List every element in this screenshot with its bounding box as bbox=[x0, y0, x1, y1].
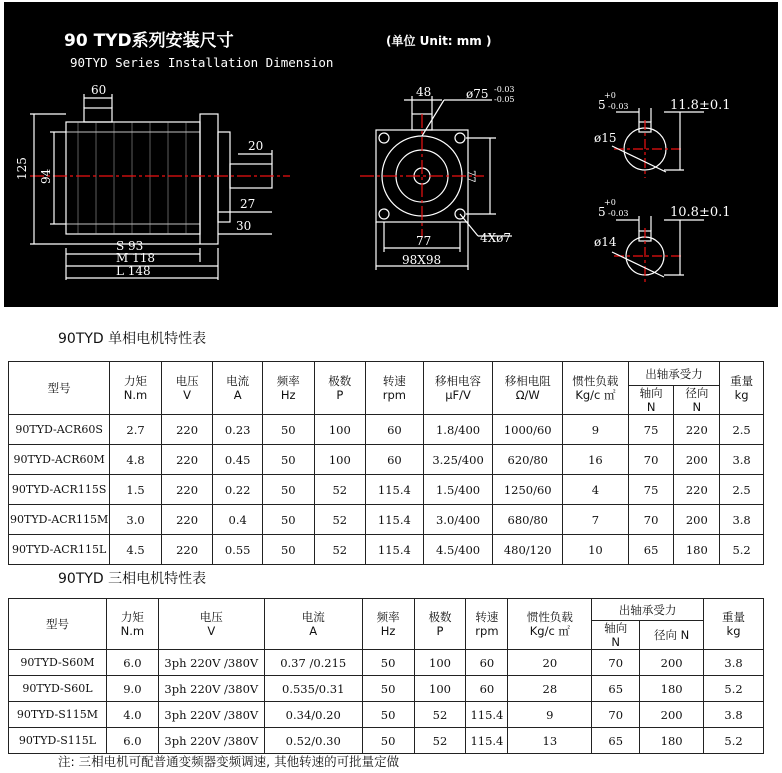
table-cell: 5.2 bbox=[704, 676, 764, 702]
table-header-row bbox=[9, 362, 764, 386]
table-row bbox=[9, 475, 764, 505]
model-cell: 90TYD-ACR115S bbox=[9, 475, 110, 505]
table-cell: 3.8 bbox=[704, 702, 764, 728]
table-cell: 200 bbox=[674, 505, 720, 535]
table-cell: 60 bbox=[366, 415, 424, 445]
table-cell: 6.0 bbox=[106, 650, 158, 676]
table-cell: 115.4 bbox=[366, 535, 424, 565]
header-torque: 力矩 N.m bbox=[106, 599, 158, 650]
dim-27: 27 bbox=[240, 197, 256, 211]
tol-75-bot: -0.05 bbox=[494, 95, 515, 104]
table-cell: 28 bbox=[508, 676, 592, 702]
table-cell: 4.5/400 bbox=[423, 535, 493, 565]
header-poles: 极数 P bbox=[414, 599, 466, 650]
header-model: 型号 bbox=[9, 599, 107, 650]
header-shaft-force: 出轴承受力 bbox=[628, 362, 719, 386]
header-axial: 轴向 N bbox=[592, 621, 640, 650]
table-cell: 0.55 bbox=[213, 535, 263, 565]
header-torque: 力矩 N.m bbox=[110, 362, 162, 415]
table-cell: 220 bbox=[161, 535, 213, 565]
three-phase-table bbox=[8, 598, 764, 754]
table-cell: 2.5 bbox=[720, 475, 764, 505]
table-cell: 60 bbox=[366, 445, 424, 475]
table-cell: 50 bbox=[262, 505, 314, 535]
table-cell: 52 bbox=[414, 728, 466, 754]
table-cell: 200 bbox=[640, 650, 704, 676]
table-row bbox=[9, 535, 764, 565]
table-row bbox=[9, 445, 764, 475]
table-cell: 3.8 bbox=[720, 505, 764, 535]
model-cell: 90TYD-ACR60S bbox=[9, 415, 110, 445]
table-cell: 50 bbox=[362, 702, 414, 728]
table-cell: 100 bbox=[314, 445, 366, 475]
table-cell: 10 bbox=[563, 535, 629, 565]
shaft-section-2 bbox=[612, 216, 704, 284]
table-cell: 3.0 bbox=[110, 505, 162, 535]
table-row bbox=[9, 415, 764, 445]
header-current: 电流 A bbox=[264, 599, 362, 650]
table-cell: 480/120 bbox=[493, 535, 563, 565]
table-cell: 3.0/400 bbox=[423, 505, 493, 535]
table-cell: 50 bbox=[262, 475, 314, 505]
table-cell: 0.52/0.30 bbox=[264, 728, 362, 754]
table-cell: 100 bbox=[414, 650, 466, 676]
table-cell: 0.535/0.31 bbox=[264, 676, 362, 702]
shaft2-tol-bot: -0.03 bbox=[608, 209, 629, 218]
table-cell: 3.8 bbox=[704, 650, 764, 676]
header-voltage: 电压 V bbox=[161, 362, 213, 415]
table-cell: 0.23 bbox=[213, 415, 263, 445]
table-cell: 50 bbox=[362, 728, 414, 754]
table-cell: 115.4 bbox=[366, 475, 424, 505]
table-cell: 220 bbox=[674, 415, 720, 445]
table-cell: 65 bbox=[592, 676, 640, 702]
header-model: 型号 bbox=[9, 362, 110, 415]
model-cell: 90TYD-S60L bbox=[9, 676, 107, 702]
table-cell: 3.25/400 bbox=[423, 445, 493, 475]
header-shaft-force: 出轴承受力 bbox=[592, 599, 704, 621]
header-speed: 转速 rpm bbox=[366, 362, 424, 415]
side-view bbox=[30, 94, 290, 280]
dim-77-horizontal: 77 bbox=[416, 234, 432, 248]
drawing-title-zh: 90 TYD系列安装尺寸 bbox=[64, 31, 234, 51]
table-row bbox=[9, 702, 764, 728]
header-radial: 径向 N bbox=[640, 621, 704, 650]
table-cell: 6.0 bbox=[106, 728, 158, 754]
header-poles: 极数 P bbox=[314, 362, 366, 415]
table-cell: 70 bbox=[628, 505, 674, 535]
header-capacitor: 移相电容 μF/V bbox=[423, 362, 493, 415]
table-cell: 220 bbox=[161, 415, 213, 445]
table-cell: 220 bbox=[161, 475, 213, 505]
single-phase-rows bbox=[9, 415, 764, 565]
model-cell: 90TYD-S60M bbox=[9, 650, 107, 676]
header-weight: 重量 kg bbox=[720, 362, 764, 415]
table-cell: 70 bbox=[592, 650, 640, 676]
dim-l148: L 148 bbox=[116, 264, 151, 278]
table-cell: 115.4 bbox=[366, 505, 424, 535]
table-header-row bbox=[9, 599, 764, 621]
table-cell: 1.5/400 bbox=[423, 475, 493, 505]
table-cell: 50 bbox=[362, 650, 414, 676]
dim-125: 125 bbox=[15, 157, 29, 180]
table-cell: 50 bbox=[262, 535, 314, 565]
three-phase-table-title: 90TYD 三相电机特性表 bbox=[58, 571, 207, 587]
table-cell: 65 bbox=[628, 535, 674, 565]
tol-75-top: -0.03 bbox=[494, 85, 515, 94]
table-cell: 0.34/0.20 bbox=[264, 702, 362, 728]
drawing-title-en: 90TYD Series Installation Dimension bbox=[70, 55, 334, 70]
table-cell: 7 bbox=[563, 505, 629, 535]
table-cell: 9 bbox=[563, 415, 629, 445]
dim-60: 60 bbox=[91, 83, 107, 97]
shaft1-tol-bot: -0.03 bbox=[608, 102, 629, 111]
table-cell: 4.0 bbox=[106, 702, 158, 728]
table-cell: 3ph 220V /380V bbox=[158, 650, 264, 676]
table-cell: 70 bbox=[628, 445, 674, 475]
table-cell: 9 bbox=[508, 702, 592, 728]
model-cell: 90TYD-ACR115M bbox=[9, 505, 110, 535]
table-cell: 3ph 220V /380V bbox=[158, 728, 264, 754]
header-inertia: 惯性负载 Kg/c ㎡ bbox=[508, 599, 592, 650]
header-inertia: 惯性负载 Kg/c ㎡ bbox=[563, 362, 629, 415]
table-row bbox=[9, 505, 764, 535]
dimension-drawing-panel bbox=[4, 2, 778, 307]
table-cell: 70 bbox=[592, 702, 640, 728]
table-cell: 220 bbox=[161, 445, 213, 475]
table-cell: 75 bbox=[628, 475, 674, 505]
single-phase-table bbox=[8, 361, 764, 565]
table-cell: 1250/60 bbox=[493, 475, 563, 505]
table-cell: 50 bbox=[262, 415, 314, 445]
table-cell: 60 bbox=[466, 676, 508, 702]
shaft2-key: 5 bbox=[598, 205, 606, 219]
footnote: 注: 三相电机可配普通变频器变频调速, 其他转速的可批量定做 bbox=[58, 754, 400, 769]
dim-dia75: ø75 bbox=[466, 87, 489, 101]
table-cell: 5.2 bbox=[704, 728, 764, 754]
table-cell: 620/80 bbox=[493, 445, 563, 475]
dim-98x98: 98X98 bbox=[402, 253, 442, 267]
header-resistor: 移相电阻 Ω/W bbox=[493, 362, 563, 415]
model-cell: 90TYD-ACR115L bbox=[9, 535, 110, 565]
table-cell: 4.5 bbox=[110, 535, 162, 565]
table-cell: 4.8 bbox=[110, 445, 162, 475]
unit-label: (单位 Unit: mm ) bbox=[386, 34, 492, 48]
table-cell: 2.5 bbox=[720, 415, 764, 445]
table-cell: 100 bbox=[414, 676, 466, 702]
shaft2-dia: ø14 bbox=[594, 235, 617, 249]
dim-30: 30 bbox=[236, 219, 252, 233]
table-cell: 3ph 220V /380V bbox=[158, 676, 264, 702]
table-cell: 680/80 bbox=[493, 505, 563, 535]
dim-m118: M 118 bbox=[116, 251, 156, 265]
table-cell: 4 bbox=[563, 475, 629, 505]
shaft1-tol-top: +0 bbox=[604, 91, 616, 100]
table-cell: 0.37 /0.215 bbox=[264, 650, 362, 676]
table-cell: 220 bbox=[674, 475, 720, 505]
table-cell: 220 bbox=[161, 505, 213, 535]
model-cell: 90TYD-S115M bbox=[9, 702, 107, 728]
table-cell: 52 bbox=[314, 535, 366, 565]
shaft2-tol-top: +0 bbox=[604, 198, 616, 207]
table-cell: 1.8/400 bbox=[423, 415, 493, 445]
table-cell: 115.4 bbox=[466, 728, 508, 754]
three-phase-rows bbox=[9, 650, 764, 754]
table-cell: 20 bbox=[508, 650, 592, 676]
table-row bbox=[9, 650, 764, 676]
table-cell: 115.4 bbox=[466, 702, 508, 728]
single-phase-table-title: 90TYD 单相电机特性表 bbox=[58, 331, 207, 347]
shaft1-dia: ø15 bbox=[594, 131, 617, 145]
table-cell: 180 bbox=[674, 535, 720, 565]
shaft-section-1 bbox=[612, 108, 704, 178]
table-cell: 60 bbox=[466, 650, 508, 676]
dim-48: 48 bbox=[416, 85, 432, 99]
shaft1-key: 5 bbox=[598, 98, 606, 112]
dim-77-vertical: 77 bbox=[465, 170, 476, 183]
table-cell: 5.2 bbox=[720, 535, 764, 565]
table-cell: 50 bbox=[262, 445, 314, 475]
header-radial: 径向 N bbox=[674, 386, 720, 415]
table-cell: 3.8 bbox=[720, 445, 764, 475]
header-frequency: 频率 Hz bbox=[262, 362, 314, 415]
table-cell: 200 bbox=[674, 445, 720, 475]
table-cell: 52 bbox=[314, 475, 366, 505]
model-cell: 90TYD-S115L bbox=[9, 728, 107, 754]
dim-20: 20 bbox=[248, 139, 264, 153]
table-row bbox=[9, 676, 764, 702]
header-weight: 重量 kg bbox=[704, 599, 764, 650]
table-cell: 100 bbox=[314, 415, 366, 445]
table-cell: 0.22 bbox=[213, 475, 263, 505]
table-cell: 0.45 bbox=[213, 445, 263, 475]
table-cell: 180 bbox=[640, 728, 704, 754]
dim-94: 94 bbox=[39, 168, 53, 184]
dim-s93: S 93 bbox=[116, 239, 144, 253]
table-cell: 9.0 bbox=[106, 676, 158, 702]
table-cell: 200 bbox=[640, 702, 704, 728]
table-cell: 50 bbox=[362, 676, 414, 702]
table-cell: 0.4 bbox=[213, 505, 263, 535]
table-cell: 1000/60 bbox=[493, 415, 563, 445]
technical-drawing bbox=[4, 2, 778, 307]
table-cell: 2.7 bbox=[110, 415, 162, 445]
shaft1-height: 11.8±0.1 bbox=[670, 98, 731, 113]
model-cell: 90TYD-ACR60M bbox=[9, 445, 110, 475]
table-cell: 52 bbox=[314, 505, 366, 535]
header-current: 电流 A bbox=[213, 362, 263, 415]
table-cell: 3ph 220V /380V bbox=[158, 702, 264, 728]
table-cell: 52 bbox=[414, 702, 466, 728]
dim-holes: 4Xø7 bbox=[480, 231, 512, 245]
table-row bbox=[9, 728, 764, 754]
table-cell: 65 bbox=[592, 728, 640, 754]
table-cell: 1.5 bbox=[110, 475, 162, 505]
header-speed: 转速 rpm bbox=[466, 599, 508, 650]
table-cell: 75 bbox=[628, 415, 674, 445]
header-axial: 轴向 N bbox=[628, 386, 674, 415]
shaft2-height: 10.8±0.1 bbox=[670, 205, 731, 220]
table-cell: 13 bbox=[508, 728, 592, 754]
header-voltage: 电压 V bbox=[158, 599, 264, 650]
header-frequency: 频率 Hz bbox=[362, 599, 414, 650]
table-cell: 16 bbox=[563, 445, 629, 475]
table-cell: 180 bbox=[640, 676, 704, 702]
